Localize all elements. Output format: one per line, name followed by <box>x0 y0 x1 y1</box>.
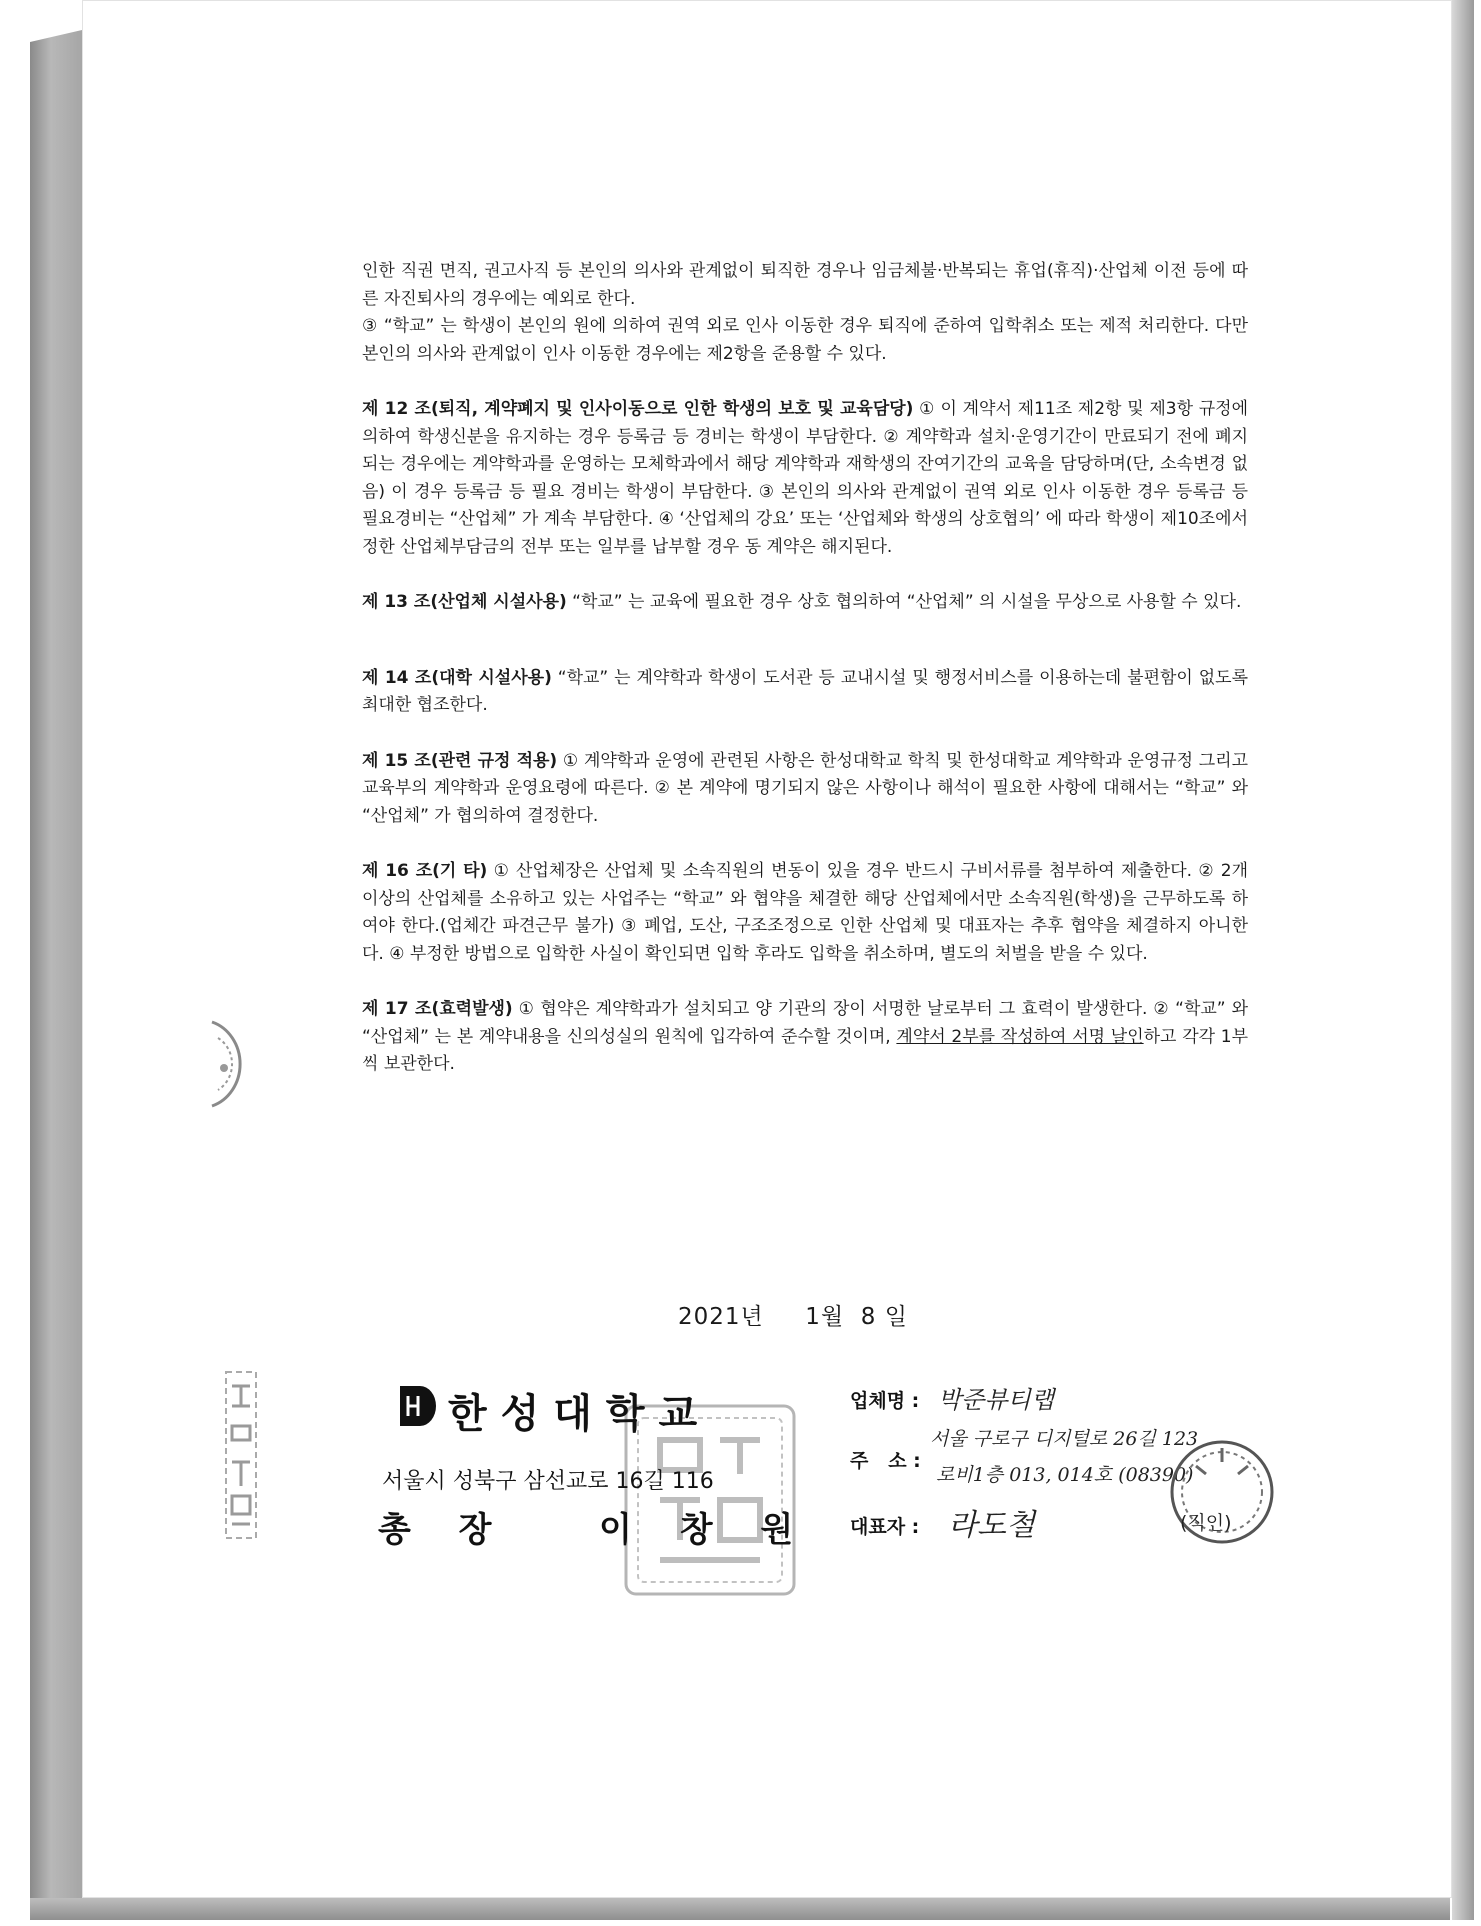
article-16 <box>362 858 1248 968</box>
contract-body <box>362 258 1248 1079</box>
seal-label: (직인) <box>1180 1512 1232 1534</box>
university-president: 총 장 이 창 원 <box>378 1510 812 1550</box>
article-12 <box>362 396 1248 561</box>
article-heading: 제 15 조(관련 규정 적용) <box>362 750 558 771</box>
article-text: “학교” 는 교육에 필요한 경우 상호 협의하여 “산업체” 의 시설을 무상으로 사용할 수 있다. <box>566 592 1242 612</box>
university-name: 한성대학교 <box>448 1391 712 1437</box>
company-address-line2: 로비1층 013, 014호 (08390) <box>936 1464 1194 1486</box>
company-rep-label: 대표자 : <box>850 1516 920 1538</box>
signing-date: 2021년 1월 8 일 <box>678 1304 908 1330</box>
article-13 <box>362 589 1248 617</box>
article-text: “학교” 는 계약학과 학생이 도서관 등 교내시설 및 행정서비스를 이용하는데 불편함이 없도록 최대한 협조한다. <box>362 667 1249 715</box>
article-heading: 제 12 조(퇴직, 계약폐지 및 인사이동으로 인한 학생의 보호 및 교육담당) <box>362 399 914 419</box>
article-text: ① 이 계약서 제11조 제2항 및 제3항 규정에 의하여 학생신분을 유지하는 경우 등록금 등 경비는 학생이 부담한다. ② 계약학과 설치·운영기간이 만료되기 전에 폐지되는 경우에는 계약학과를 운영하는 모체학과에서 해당 계약학과 재학생의 잔여기간의 교육을 담당하며(단, 소속변경 없음) 이 경우 등록금 등 필요 경비는 학생이 부담한다. ③ 본인의 의사와 관계없이 권역 외로 인사 이동한 경우 등록금 등 필요경비는 “산업체” 가 계속 부담한다. ④ ‘산업체의 강요’ 또는 ‘산업체와 학생의 상호협의’ 에 따라 학생이 제10조에서 정한 산업체부담금의 전부 또는 일부를 납부할 경우 동 계약은 해지된다. <box>362 399 1248 557</box>
article-text: ① 산업체장은 산업체 및 소속직원의 변동이 있을 경우 반드시 구비서류를 첨부하여 제출한다. ② 2개 이상의 산업체를 소유하고 있는 사업주는 “학교” 와 협약을 체결한 해당 산업체에서만 소속직원(학생)을 근무하도록 하여야 한다.(업체간 파견근무 불가) ③ 폐업, 도산, 구조조정으로 인한 산업체 및 대표자는 추후 협약을 체결하지 아니한다. ④ 부정한 방법으로 입학한 사실이 확인되면 입학 후라도 입학을 취소하며, 별도의 처벌을 받을 수 있다. <box>362 861 1249 964</box>
university-logo-icon <box>398 1384 436 1428</box>
article-15 <box>362 748 1248 831</box>
article-heading: 제 14 조(대학 시설사용) <box>362 667 552 688</box>
paragraph-continuation: 인한 직권 면직, 권고사직 등 본인의 의사와 관계없이 퇴직한 경우나 임금체불·반복되는 휴업(휴직)·산업체 이전 등에 따른 자진퇴사의 경우에는 예외로 한다. ③ “학교” 는 학생이 본인의 원에 의하여 권역 외로 인사 이동한 경우 퇴직에 준하여 입학취소 또는 제적 처리한다. 다만 본인의 의사와 관계없이 인사 이동한 경우에는 제2항을 준용할 수 있다. <box>362 261 1248 364</box>
university-address: 서울시 성북구 삼선교로 16길 116 <box>382 1469 714 1494</box>
page-stack-left-edge <box>30 30 82 1910</box>
article-14 <box>362 665 1248 720</box>
article-heading: 제 16 조(기 타) <box>362 861 488 881</box>
company-address-line1: 서울 구로구 디지털로 26길 123 <box>930 1428 1199 1450</box>
company-name-label: 업체명 : <box>850 1390 920 1412</box>
article-17 <box>362 996 1248 1079</box>
company-address-label: 주 소 : <box>850 1450 921 1472</box>
article-heading: 제 13 조(산업체 시설사용) <box>362 592 567 612</box>
article-text: ① 계약학과 운영에 관련된 사항은 한성대학교 학칙 및 한성대학교 계약학과 운영규정 그리고 교육부의 계약학과 운영요령에 따른다. ② 본 계약에 명기되지 않은 사항이나 해석이 필요한 사항에 대해서는 “학교” 와 “산업체” 가 협의하여 결정한다. <box>362 750 1248 826</box>
article-text-tail: 하고 각각 1부씩 보관한다. <box>362 1026 1249 1074</box>
company-name-handwritten: 박준뷰티랩 <box>938 1386 1054 1414</box>
article-underlined-text: 계약서 2부를 작성하여 서명 날인 <box>896 1026 1144 1047</box>
page-stack-right-edge <box>1452 0 1474 1920</box>
article-text: ① 협약은 계약학과가 설치되고 양 기관의 장이 서명한 날로부터 그 효력이 발생한다. ② “학교” 와 “산업체” 는 본 계약내용을 신의성실의 원칙에 입각하여 준수할 것이며, <box>362 999 1248 1047</box>
margin-stamp-vertical-icon <box>218 1366 264 1544</box>
page-stack-bottom-edge <box>30 1898 1450 1920</box>
company-rep-signature: 라도철 <box>948 1508 1035 1543</box>
article-heading: 제 17 조(효력발생) <box>362 999 513 1019</box>
margin-seal-partial-icon <box>208 1018 252 1110</box>
